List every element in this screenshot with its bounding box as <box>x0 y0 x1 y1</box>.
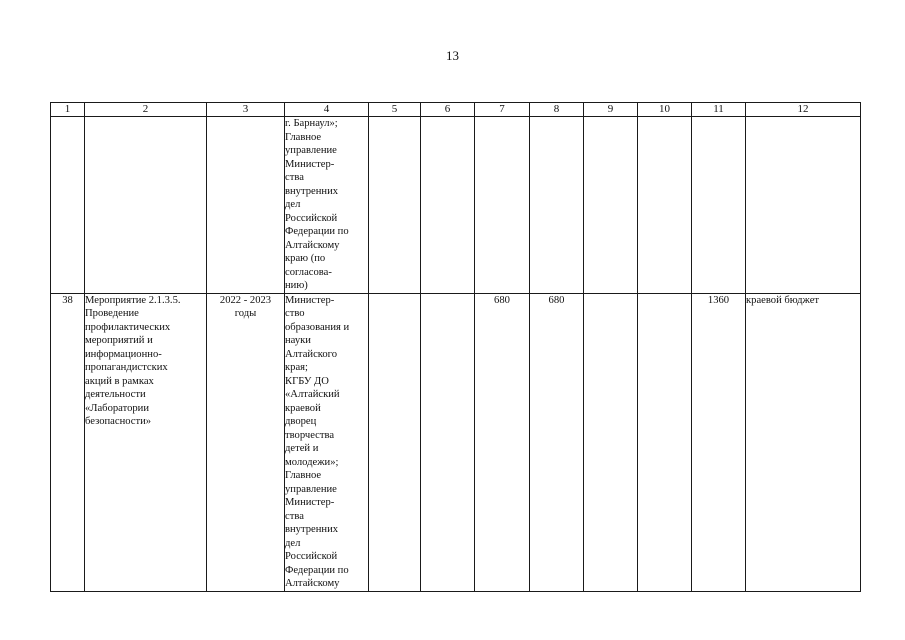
header-row <box>51 103 861 117</box>
cell-number: 38 <box>51 293 85 591</box>
header-cell: 6 <box>421 103 475 117</box>
executor-line: дел <box>285 199 301 210</box>
executor-line: внутренних <box>285 185 339 197</box>
cell-source <box>746 117 861 294</box>
cell-col7 <box>475 117 530 294</box>
executor-line: молодежи»; <box>285 456 339 468</box>
cell-name <box>85 293 207 591</box>
table-row-continuation <box>51 117 861 294</box>
name-line: безопасности» <box>85 416 152 427</box>
table-row-38 <box>51 293 861 591</box>
header-cell: 10 <box>638 103 692 117</box>
executor-line: Федерации по <box>285 564 349 576</box>
cell-col11: 1360 <box>692 293 746 591</box>
executor-line: Российской <box>285 551 338 562</box>
executor-line: Алтайскому <box>285 239 340 251</box>
period-line: 2022 - 2023 <box>219 294 272 306</box>
executor-line: Федерации по <box>285 226 349 237</box>
executor-line: науки <box>285 335 311 346</box>
cell-col7: 680 <box>475 293 530 591</box>
executor-line: КГБУ ДО <box>285 375 329 387</box>
cell-col10 <box>638 293 692 591</box>
header-cell: 2 <box>85 103 207 117</box>
cell-source: краевой бюджет <box>746 293 861 591</box>
header-cell: 11 <box>692 103 746 117</box>
header-cell: 7 <box>475 103 530 117</box>
executor-line: Главное <box>285 470 322 481</box>
cell-col6 <box>421 117 475 294</box>
executor-line: ство <box>285 308 305 319</box>
executor-line: Российской <box>285 212 338 224</box>
name-line: мероприятий и <box>85 335 153 346</box>
name-line: деятельности <box>85 389 146 400</box>
executor-line: согласова- <box>285 266 332 278</box>
executor-line: краевой <box>285 402 321 414</box>
executor-line: ства <box>285 510 304 522</box>
executor-line: нию) <box>285 280 308 291</box>
name-line: акций в рамках <box>85 375 154 387</box>
name-line: «Лаборатории <box>85 402 150 414</box>
executor-line: Алтайского <box>285 348 338 360</box>
executor-line: «Алтайский <box>285 389 340 400</box>
executor-line: ства <box>285 172 304 183</box>
header-cell: 12 <box>746 103 861 117</box>
executor-line: дворец <box>285 416 317 427</box>
header-cell: 3 <box>207 103 285 117</box>
name-line: профилактических <box>85 321 171 333</box>
cell-col6 <box>421 293 475 591</box>
cell-name <box>85 117 207 294</box>
period-line: годы <box>234 308 257 319</box>
cell-col5 <box>369 293 421 591</box>
cell-executors <box>285 293 369 591</box>
cell-period <box>207 117 285 294</box>
executor-line: управление <box>285 483 337 495</box>
page-number: 13 <box>446 48 459 63</box>
header-cell: 4 <box>285 103 369 117</box>
executor-line: Алтайскому <box>285 578 340 589</box>
executor-line: детей и <box>285 443 319 454</box>
cell-col5 <box>369 117 421 294</box>
executor-line: дел <box>285 537 301 549</box>
executor-line: Главное <box>285 131 322 143</box>
header-cell: 1 <box>51 103 85 117</box>
cell-period <box>207 293 285 591</box>
executor-line: Министер- <box>285 294 335 306</box>
executor-line: внутренних <box>285 524 339 535</box>
cell-col9 <box>584 117 638 294</box>
header-cell: 9 <box>584 103 638 117</box>
executor-line: образования и <box>285 321 350 333</box>
cell-number <box>51 117 85 294</box>
cell-executors <box>285 117 369 294</box>
cell-col8: 680 <box>530 293 584 591</box>
executor-line: управление <box>285 145 337 156</box>
executor-line: творчества <box>285 429 335 441</box>
name-line: Проведение <box>85 308 139 319</box>
executor-line: г. Барнаул»; <box>285 118 338 129</box>
activities-table <box>50 102 861 592</box>
name-line: Мероприятие 2.1.3.5. <box>85 294 181 306</box>
name-line: пропагандистских <box>85 362 168 373</box>
executor-line: Министер- <box>285 158 335 170</box>
executor-line: Министер- <box>285 497 335 508</box>
cell-col11 <box>692 117 746 294</box>
cell-col9 <box>584 293 638 591</box>
executor-line: края; <box>285 362 308 373</box>
cell-col10 <box>638 117 692 294</box>
name-line: информационно- <box>85 348 162 360</box>
header-cell: 5 <box>369 103 421 117</box>
header-cell: 8 <box>530 103 584 117</box>
cell-col8 <box>530 117 584 294</box>
executor-line: краю (по <box>285 253 326 264</box>
